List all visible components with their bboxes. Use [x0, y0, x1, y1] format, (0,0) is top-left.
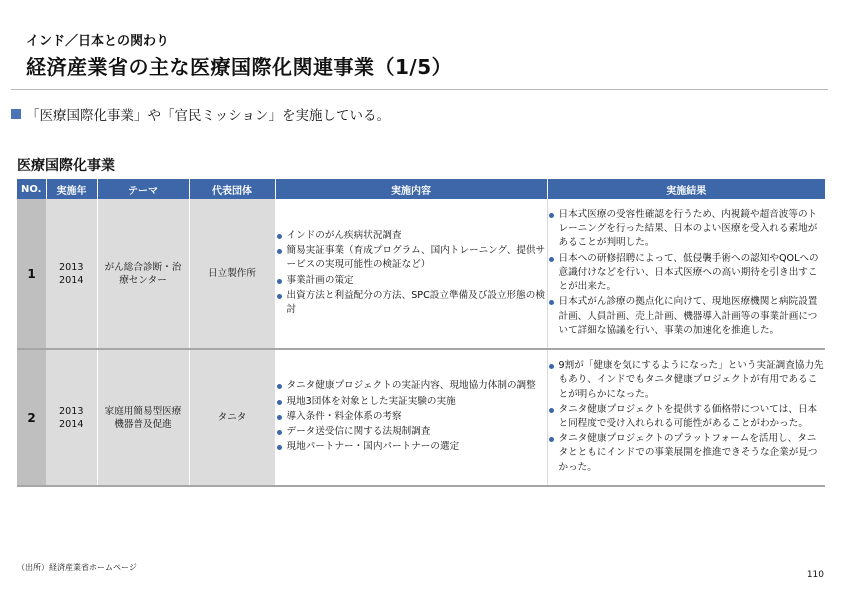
header-no: NO. — [17, 179, 46, 199]
row-years — [46, 349, 97, 486]
list-item: 日本式がん診療の拠点化に向けて、現地医療機関と病院設置計画、人員計画、売上計画、機器導入計画等の事業計画について詳細な協議を行い、事業の加速化を推進した。 — [548, 295, 826, 338]
projects-table — [17, 179, 825, 487]
lead-statement — [11, 104, 390, 124]
table-row — [17, 349, 825, 486]
square-bullet-icon — [11, 109, 21, 119]
row-content — [275, 349, 547, 486]
header-theme: テーマ — [97, 179, 189, 199]
row-number: 1 — [17, 199, 46, 349]
list-item: インドのがん疾病状況調査 — [276, 229, 547, 243]
row-content — [275, 199, 547, 349]
row-theme: がん総合診断・治療センター — [97, 199, 189, 349]
list-item: 出資方法と利益配分の方法、SPC設立準備及び設立形態の検討 — [276, 289, 547, 317]
section-title: 医療国際化事業 — [17, 158, 115, 174]
list-item: データ送受信に関する法規制調査 — [276, 425, 547, 439]
row-results — [547, 349, 825, 486]
list-item: 9割が「健康を気にするようになった」という実証調査協力先もあり、インドでもタニタ健康プロジェクトが有用であることが明らかになった。 — [548, 359, 826, 402]
header-year: 実施年 — [46, 179, 97, 199]
header-org: 代表団体 — [189, 179, 275, 199]
lead-text: 「医療国際化事業」や「官民ミッション」を実施している。 — [26, 108, 390, 124]
table-row — [17, 199, 825, 349]
list-item: タニタ健康プロジェクトの実証内容、現地協力体制の調整 — [276, 379, 547, 393]
list-item: 日本への研修招聘によって、低侵襲手術への認知やQOLへの意識付けなどを行い、日本式医療への高い期待を引き出すことが出来た。 — [548, 252, 826, 295]
list-item: タニタ健康プロジェクトのプラットフォームを活用し、タニタとともにインドでの事業展開を推進できそうな企業が見つかった。 — [548, 432, 826, 475]
row-theme: 家庭用簡易型医療機器普及促進 — [97, 349, 189, 486]
list-item: 現地パートナー・国内パートナーの選定 — [276, 440, 547, 454]
list-item: タニタ健康プロジェクトを提供する価格帯については、日本と同程度で受け入れられる可能性があることがわかった。 — [548, 403, 826, 431]
header-results: 実施結果 — [547, 179, 825, 199]
page-subtitle: インド／日本との関わり — [26, 34, 170, 49]
list-item: 日本式医療の受容性確認を行うため、内視鏡や超音波等のトレーニングを行った結果、日本のよい医療を受入れる素地があることが判明した。 — [548, 208, 826, 251]
year-end: 2014 — [59, 274, 84, 286]
title-divider — [11, 89, 828, 90]
page-title: 経済産業省の主な医療国際化関連事業（1/5） — [26, 55, 453, 79]
year-start: 2013 — [59, 405, 84, 417]
page-number: 110 — [806, 570, 824, 580]
row-org: タニタ — [189, 349, 275, 486]
row-number: 2 — [17, 349, 46, 486]
list-item: 現地3団体を対象とした実証実験の実施 — [276, 395, 547, 409]
year-end: 2014 — [59, 418, 84, 430]
list-item: 簡易実証事業（育成プログラム、国内トレーニング、提供サービスの実現可能性の検証など） — [276, 244, 547, 272]
year-start: 2013 — [59, 261, 84, 273]
table-header-row — [17, 179, 825, 199]
row-results — [547, 199, 825, 349]
row-org: 日立製作所 — [189, 199, 275, 349]
row-years — [46, 199, 97, 349]
header-content: 実施内容 — [275, 179, 547, 199]
list-item: 導入条件・料金体系の考察 — [276, 410, 547, 424]
list-item: 事業計画の策定 — [276, 274, 547, 288]
source-note: （出所）経済産業省ホームページ — [17, 563, 137, 572]
